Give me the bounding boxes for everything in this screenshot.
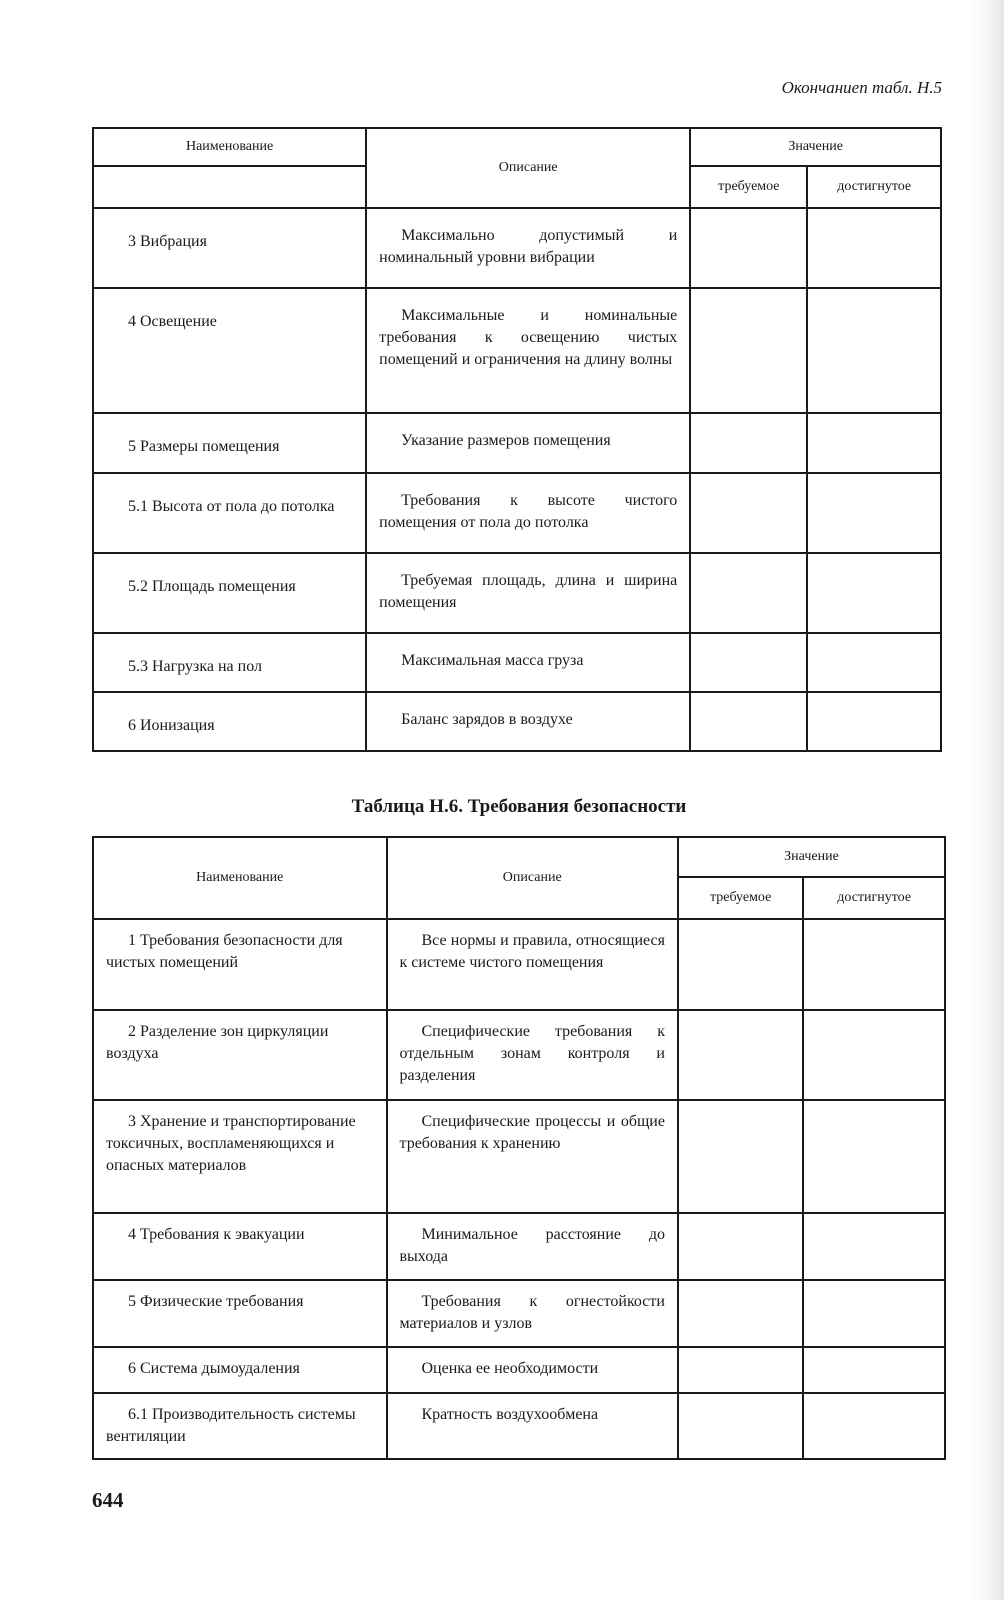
cell-achieved [807,553,941,633]
cell-required [678,1347,803,1393]
row-description: Кратность воздухообмена [387,1393,678,1459]
cell-required [678,1213,803,1280]
row-description: Баланс зарядов в воздухе [366,692,690,751]
cell-achieved [807,413,941,473]
cell-required [690,473,807,553]
header-name: Наименование [93,128,366,166]
header-value: Значение [678,837,945,877]
header-name: Наименование [93,837,387,919]
table-row [93,692,941,751]
row-name: 5.1 Высота от пола до потолка [93,473,366,553]
row-name: 4 Требования к эвакуации [93,1213,387,1280]
row-name: 2 Разделение зон циркуляции воздуха [93,1010,387,1100]
table-row [93,1393,945,1459]
table-row [93,919,945,1010]
row-description: Специфические требования к отдельным зонам контроля и разделения [387,1010,678,1100]
table-row [93,1280,945,1347]
table-row [93,1213,945,1280]
row-description: Максимально допустимый и номинальный уровни вибрации [366,208,690,288]
cell-achieved [803,1280,945,1347]
header-achieved: достигнутое [803,877,945,919]
cell-required [690,288,807,413]
cell-required [690,633,807,692]
table-row [93,633,941,692]
row-name: 6 Ионизация [93,692,366,751]
header-description: Описание [366,128,690,208]
header-name-empty [93,166,366,208]
table-row [93,413,941,473]
row-description: Максимальные и номинальные требования к освещению чистых помещений и ограничения на длину волны [366,288,690,413]
page-edge-shadow [970,0,1004,1600]
row-name: 6.1 Производительность системы вентиляции [93,1393,387,1459]
row-description: Указание размеров помещения [366,413,690,473]
cell-required [678,1100,803,1213]
table-row [93,208,941,288]
row-name: 4 Освещение [93,288,366,413]
header-required: требуемое [678,877,803,919]
row-description: Максимальная масса груза [366,633,690,692]
row-description: Минимальное расстояние до выхода [387,1213,678,1280]
cell-achieved [803,1010,945,1100]
header-required: требуемое [690,166,807,208]
row-name: 5 Размеры помещения [93,413,366,473]
table-h5-end [92,127,942,752]
cell-achieved [807,208,941,288]
cell-achieved [803,1393,945,1459]
cell-required [690,413,807,473]
row-name: 3 Хранение и транспортирование токсичных, воспламеняющихся и опасных материалов [93,1100,387,1213]
row-description: Оценка ее необходимости [387,1347,678,1393]
cell-required [690,692,807,751]
cell-achieved [803,1100,945,1213]
cell-achieved [807,633,941,692]
page-number: 644 [92,1488,124,1512]
row-description: Все нормы и правила, относящиеся к системе чистого помещения [387,919,678,1010]
table-h6-title: Таблица Н.6. Требования безопасности [351,796,687,817]
continuation-label: Окончаниеп табл. Н.5 [781,78,942,97]
cell-achieved [807,473,941,553]
cell-required [690,553,807,633]
row-description: Специфические процессы и общие требования к хранению [387,1100,678,1213]
row-name: 3 Вибрация [93,208,366,288]
table-h6 [92,836,946,1460]
cell-required [690,208,807,288]
row-name: 5.3 Нагрузка на пол [93,633,366,692]
cell-achieved [803,1213,945,1280]
header-achieved: достигнутое [807,166,941,208]
row-description: Требуемая площадь, длина и ширина помещения [366,553,690,633]
cell-required [678,1280,803,1347]
row-name: 5.2 Площадь помещения [93,553,366,633]
row-description: Требования к высоте чистого помещения от пола до потолка [366,473,690,553]
cell-achieved [803,1347,945,1393]
row-name: 5 Физические требования [93,1280,387,1347]
row-name: 1 Требования безопасности для чистых помещений [93,919,387,1010]
header-value: Значение [690,128,941,166]
cell-required [678,919,803,1010]
cell-achieved [803,919,945,1010]
row-description: Требования к огнестойкости материалов и узлов [387,1280,678,1347]
header-description: Описание [387,837,678,919]
cell-required [678,1393,803,1459]
table-row [93,473,941,553]
table-row [93,553,941,633]
cell-achieved [807,288,941,413]
table-row [93,1010,945,1100]
table-row [93,1100,945,1213]
cell-required [678,1010,803,1100]
cell-achieved [807,692,941,751]
table-row [93,288,941,413]
table-row [93,1347,945,1393]
row-name: 6 Система дымоудаления [93,1347,387,1393]
